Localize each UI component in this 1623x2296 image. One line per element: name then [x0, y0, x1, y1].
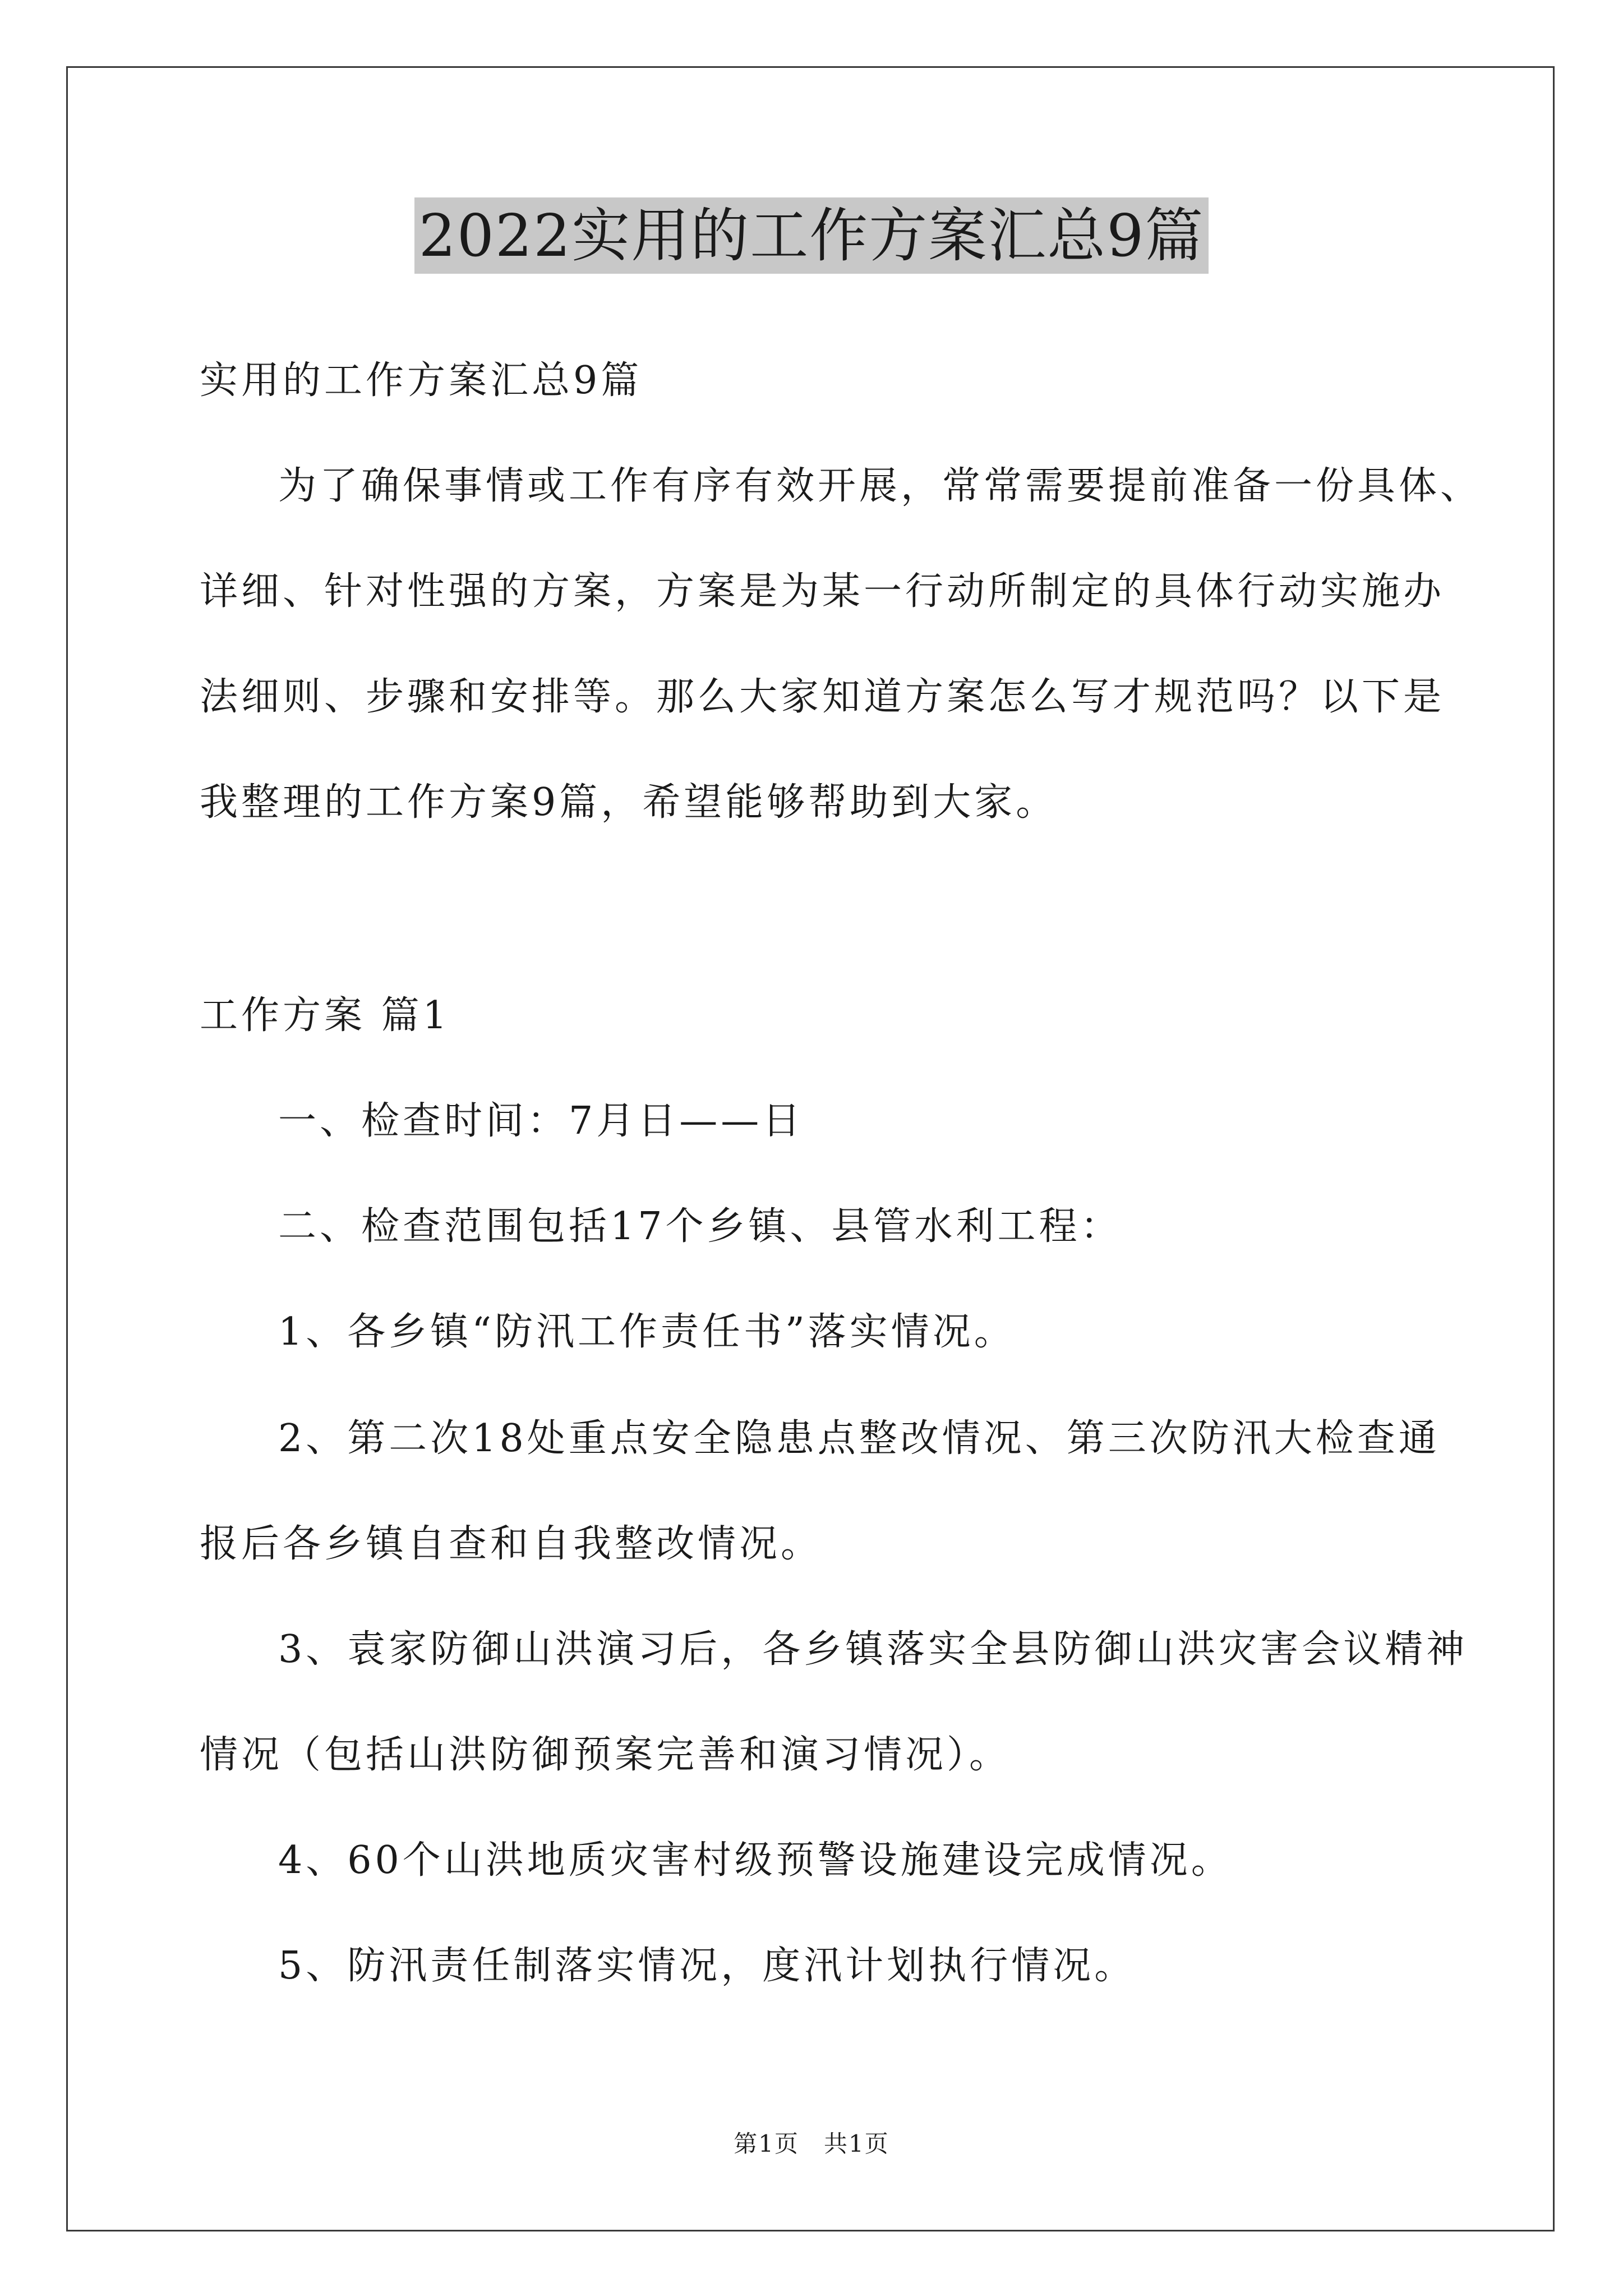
section-line-9: 5、防汛责任制落实情况，度汛计划执行情况。	[278, 1944, 1136, 1988]
section-line-1: 一、检查时间：7月日——日	[278, 1099, 804, 1143]
document-subtitle: 实用的工作方案汇总9篇	[200, 358, 643, 403]
section-line-5: 报后各乡镇自查和自我整改情况。	[200, 1522, 823, 1566]
page-footer: 第1页 共1页	[734, 2130, 889, 2157]
intro-line-2: 详细、针对性强的方案，方案是为某一行动所制定的具体行动实施办	[200, 569, 1445, 614]
section-line-7: 情况（包括山洪防御预案完善和演习情况）。	[200, 1733, 1011, 1777]
section-line-4: 2、第二次18处重点安全隐患点整改情况、第三次防汛大检查通	[278, 1416, 1440, 1461]
section-heading: 工作方案 篇1	[200, 993, 450, 1038]
section-line-8: 4、60个山洪地质灾害村级预警设施建设完成情况。	[278, 1838, 1233, 1883]
section-line-6: 3、袁家防御山洪演习后，各乡镇落实全县防御山洪灾害会议精神	[278, 1627, 1468, 1672]
title-container	[0, 197, 1623, 274]
document-title: 2022实用的工作方案汇总9篇	[414, 197, 1209, 274]
section-line-3: 1、各乡镇“防汛工作责任书”落实情况。	[278, 1310, 1016, 1354]
section-line-2: 二、检查范围包括17个乡镇、县管水利工程：	[278, 1204, 1122, 1249]
intro-line-3: 法细则、步骤和安排等。那么大家知道方案怎么写才规范吗？以下是	[200, 675, 1445, 719]
intro-line-1: 为了确保事情或工作有序有效开展，常常需要提前准备一份具体、	[278, 464, 1482, 508]
intro-line-4: 我整理的工作方案9篇，希望能够帮助到大家。	[200, 780, 1058, 825]
